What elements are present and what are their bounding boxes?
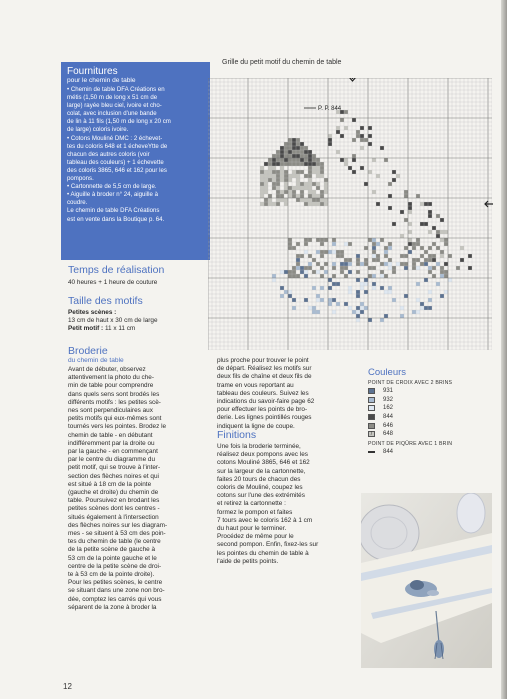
time-text: 40 heures + 1 heure de couture: [68, 279, 158, 286]
embroidery-text-col2: [217, 357, 357, 431]
sizes-title: Taille des motifs: [68, 295, 143, 307]
supplies-line: colat, avec inclusion d'une bande: [67, 110, 157, 118]
chart-title: Grille du petit motif du chemin de table: [222, 59, 342, 66]
color-swatch: [368, 405, 375, 411]
supplies-line: est en vente dans la Boutique p. 64.: [67, 215, 165, 223]
color-code: 162: [383, 405, 394, 412]
embroidery-line: petits motifs qui eux-mêmes sont: [68, 415, 162, 423]
finishing-title: Finitions: [217, 429, 257, 441]
finishing-line: Une fois la broderie terminée,: [217, 443, 301, 450]
arrow-down-icon: [349, 78, 356, 81]
color-swatch: [368, 423, 375, 429]
supplies-line: tableau des couleurs) + 1 échevette: [67, 158, 164, 166]
embroidery-line: pour effectuer les points de bro-: [217, 406, 308, 414]
supplies-subtitle: pour le chemin de table: [67, 77, 136, 84]
embroidery-line: des flèches noires sur les diagram-: [68, 521, 168, 529]
supplies-line: métis (1,50 m de long x 51 cm de: [67, 94, 158, 102]
embroidery-line: (gauche et droite) du chemin de: [68, 489, 159, 497]
embroidery-line: différents motifs : les petites scè-: [68, 398, 161, 406]
embroidery-line: se situant dans une zone non bro-: [68, 587, 165, 595]
embroidery-line: est situé à 18 cm de la pointe: [68, 480, 152, 488]
embroidery-line: attentivement la photo du che-: [68, 374, 154, 382]
finishing-line: l'aide de petits points.: [217, 557, 279, 565]
color-code: 932: [383, 396, 394, 403]
supplies-line: pompons.: [67, 175, 94, 183]
embroidery-line: séparent de la zone à broder la: [68, 603, 157, 611]
embroidery-line: deux fils de chaîne et deux fils de: [217, 373, 312, 381]
embroidery-line: chemin de table - en débutant: [68, 431, 153, 439]
embroidery-line: 53 cm de la pointe gauche et le: [68, 554, 157, 562]
embroidery-line: indiquent la ligne de coupe.: [217, 422, 295, 430]
pp-label: P. P. 844: [318, 106, 342, 112]
color-swatch: [368, 414, 375, 420]
finishing-line: et retirez la cartonnette :: [217, 500, 286, 508]
color-code: 648: [383, 431, 394, 438]
embroidery-line: mes - se situent à 53 cm des poin-: [68, 530, 166, 538]
embroidery-line: plus proche pour trouver le point: [217, 357, 309, 364]
legend-row: [368, 404, 496, 413]
embroidery-line: de départ. Réalisez les motifs sur: [217, 365, 312, 373]
finishing-text: [217, 443, 357, 566]
embroidery-line: par la gauche - en commençant: [68, 448, 158, 456]
supplies-line: tes du coloris 648 et 1 écheveYtte de: [67, 142, 168, 150]
finishing-line: formez le pompon et faites: [217, 508, 293, 516]
legend-row: [368, 413, 496, 422]
supplies-line: de large) coloris ivoire.: [67, 126, 129, 134]
embroidery-line: section des flèches noires et qui: [68, 472, 159, 480]
embroidery-line: derie. Les lignes pointillés rouges: [217, 414, 312, 422]
embroidery-line: tableau des couleurs. Suivez les: [217, 389, 309, 397]
table-runner-photo: [361, 493, 492, 668]
finishing-line: sur la largeur de la cartonnette,: [217, 467, 306, 475]
finishing-line: les pointes du chemin de table à: [217, 549, 309, 557]
arrow-left-icon: [484, 199, 494, 209]
supplies-box: [61, 62, 210, 260]
supplies-line: des coloris 3865, 646 et 162 pour les: [67, 166, 167, 174]
small-motif-label: Petit motif :: [68, 325, 104, 333]
embroidery-line: indifféremment par la droite ou: [68, 439, 155, 447]
supplies-line: • Cartonnette de 5,5 cm de large.: [67, 183, 157, 191]
finishing-line: cotons sur l'une des extrémités: [217, 492, 305, 500]
color-swatch: /: [368, 431, 375, 437]
embroidery-line: min de table pour comprendre: [68, 382, 154, 390]
embroidery-line: trame en vous reportant au: [217, 381, 294, 389]
color-code: 646: [383, 422, 394, 429]
embroidery-line: par le centre du diagramme du: [68, 456, 156, 464]
embroidery-line: petites scènes dont les centres -: [68, 505, 160, 513]
finishing-line: 7 tours avec le coloris 162 à 1 cm: [217, 516, 313, 524]
embroidery-title: Broderie: [68, 345, 108, 357]
supplies-line: chacun des autres coloris (voir: [67, 150, 150, 158]
page-binding: [501, 0, 507, 699]
embroidery-line: nes sont perpendiculaires aux: [68, 407, 153, 415]
finishing-line: coloris de Mouliné, coupez les: [217, 484, 303, 492]
cross-stitch-chart: [208, 78, 492, 350]
finishing-line: Procédez de même pour le: [217, 533, 294, 541]
small-scenes-value: 13 cm de haut x 30 cm de large: [68, 317, 158, 325]
embroidery-text-col1: [68, 366, 203, 612]
finishing-line: cotons Mouliné 3865, 646 et 162: [217, 459, 310, 467]
backstitch-line-icon: [368, 451, 375, 453]
color-code: 844: [383, 448, 394, 455]
supplies-title: Fournitures: [67, 66, 118, 77]
embroidery-line: petit motif, qui se trouve à l'inter-: [68, 464, 161, 472]
color-code: 844: [383, 414, 394, 421]
legend-row: [368, 396, 496, 405]
embroidery-line: tes du chemin de table (le centre: [68, 538, 161, 546]
time-title: Temps de réalisation: [68, 264, 165, 276]
back-stitch-caption: POINT DE PIQÛRE AVEC 1 BRIN: [368, 440, 453, 447]
embroidery-line: centre de la petite scène de droi-: [68, 562, 162, 570]
finishing-line: second pompon. Enfin, fixez-les sur: [217, 541, 319, 549]
finishing-line: du haut pour le terminer.: [217, 525, 287, 533]
legend-row: [368, 421, 496, 430]
supplies-line: • Cotons Mouliné DMC : 2 échevet-: [67, 134, 163, 142]
color-swatch: [368, 388, 375, 394]
supplies-line: • Aiguille à broder n° 24, aiguille à: [67, 191, 158, 199]
small-scenes-label: Petites scènes :: [68, 309, 117, 316]
embroidery-line: te à 53 cm de la pointe droite).: [68, 571, 155, 579]
embroidery-line: de la petite scène de gauche à: [68, 546, 156, 554]
supplies-line: Le chemin de table DFA Créations: [67, 207, 160, 215]
supplies-line: coudre.: [67, 199, 88, 207]
page-number: 12: [63, 682, 72, 691]
embroidery-line: dans quels sens sont brodés les: [68, 390, 160, 398]
embroidery-line: table. Poursuivez en brodant les: [68, 497, 160, 505]
legend-row: [368, 430, 496, 439]
supplies-line: • Chemin de table DFA Créations en: [67, 86, 165, 93]
supplies-text: [67, 86, 205, 224]
embroidery-line: dée, comptez les carrés qui vous: [68, 595, 162, 603]
color-swatch: [368, 397, 375, 403]
legend-title: Couleurs: [368, 367, 407, 378]
small-motif-value: 11 x 11 cm: [104, 325, 136, 333]
sizes-text: [68, 309, 208, 334]
color-legend: [368, 368, 496, 456]
finishing-line: faites 20 tours de chacun des: [217, 475, 301, 483]
embroidery-line: indications du savoir-faire page 62: [217, 398, 315, 406]
embroidery-line: Pour les petites scènes, le centre: [68, 579, 163, 587]
embroidery-line: tournés vers les pointes. Brodez le: [68, 423, 167, 431]
supplies-line: large) rayée bleu ciel, ivoire et cho-: [67, 102, 162, 110]
cross-stitch-caption: POINT DE CROIX AVEC 2 BRINS: [368, 380, 453, 386]
legend-row: [368, 387, 496, 396]
color-code: 931: [383, 388, 394, 395]
finishing-line: réalisez deux pompons avec les: [217, 451, 308, 459]
embroidery-line: situés également à l'intersection: [68, 513, 159, 521]
embroidery-subtitle: du chemin de table: [68, 357, 124, 364]
legend-row: [368, 448, 496, 457]
embroidery-line: Avant de débuter, observez: [68, 366, 146, 373]
supplies-line: de lin à 11 fils (1,50 m de long x 20 cm: [67, 118, 171, 126]
